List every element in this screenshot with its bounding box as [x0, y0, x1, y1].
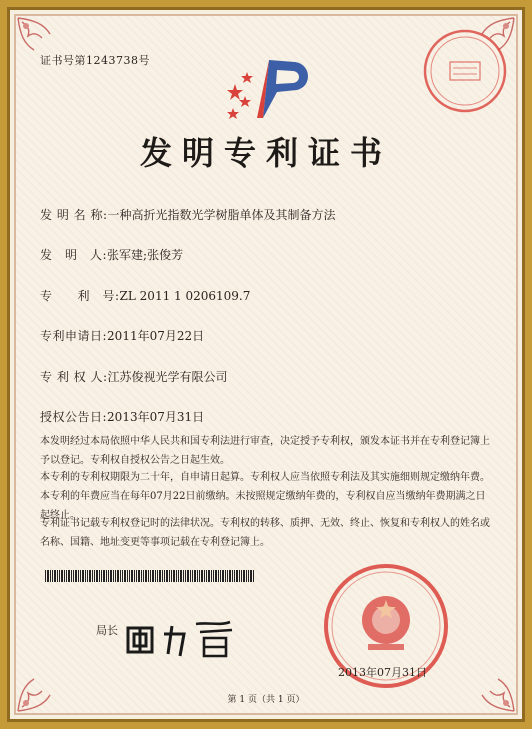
field-label: 专 利 权 人: [40, 370, 108, 384]
barcode-icon [45, 567, 255, 579]
field-value: 一种高折光指数光学树脂单体及其制备方法 [107, 208, 336, 222]
director-signature-icon [96, 612, 256, 662]
issue-date: 2013年07月31日 [338, 666, 427, 679]
field-label: 专 利 号: [40, 289, 120, 303]
field-invention-name [40, 206, 336, 223]
field-label: 发 明 人: [40, 248, 108, 262]
field-label: 专利申请日: [40, 329, 108, 343]
page-number: 第 1 页（共 1 页） [227, 695, 305, 705]
signature-label: 局长 [96, 624, 118, 637]
body-paragraph: 本专利的专利权期限为二十年，自申请日起算。专利权人应当依照专利法及其实施细则规定缴纳年费。本专利的年费应当在每年07月22日前缴纳。未按照规定缴纳年费的，专利权自应当缴纳年费期满之日起终止。 [40, 472, 490, 521]
corner-ornament-icon [16, 16, 52, 52]
field-application-date [40, 327, 204, 344]
field-label: 授权公告日: [40, 410, 108, 424]
patent-office-logo-icon [225, 52, 315, 122]
body-paragraph: 本发明经过本局依照中华人民共和国专利法进行审查，决定授予专利权，颁发本证书并在专利登记簿上予以登记。专利权自授权公告之日起生效。 [40, 436, 490, 466]
field-value: 张军建;张俊芳 [107, 248, 184, 262]
certificate-number: 证书号第1243738号 [40, 54, 150, 67]
field-label: 发 明 名 称: [40, 208, 108, 222]
field-value: ZL 2011 1 0206109.7 [119, 289, 251, 303]
field-patent-number [40, 287, 250, 304]
field-inventor [40, 246, 183, 263]
field-value: 2011年07月22日 [107, 329, 205, 343]
field-value: 江苏俊视光学有限公司 [107, 370, 228, 384]
agency-seal-icon [420, 26, 510, 116]
field-patentee [40, 368, 228, 385]
body-paragraph: 专利证书记载专利权登记时的法律状况。专利权的转移、质押、无效、终止、恢复和专利权人的姓名或名称、国籍、地址变更等事项记载在专利登记簿上。 [40, 518, 490, 548]
certificate-title: 发明专利证书 [139, 134, 392, 172]
field-value: 2013年07月31日 [107, 410, 205, 424]
field-grant-date [40, 408, 204, 425]
